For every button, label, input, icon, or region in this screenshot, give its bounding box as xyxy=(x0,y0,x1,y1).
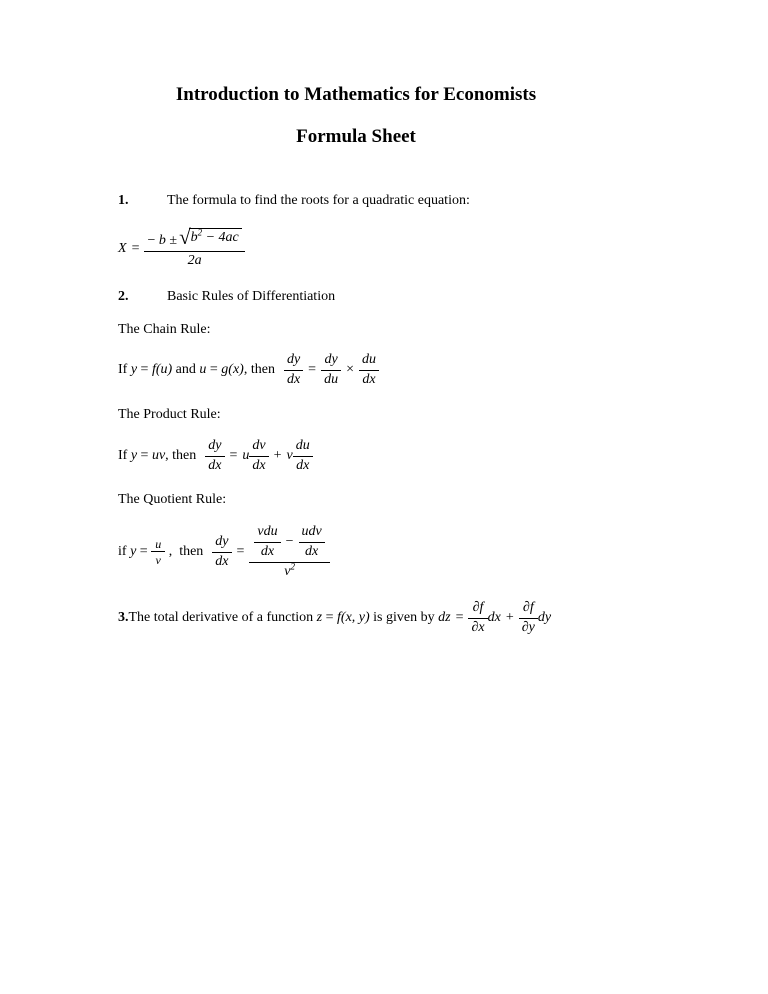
denominator: du xyxy=(324,371,339,387)
radicand-rest: − 4ac xyxy=(202,230,239,245)
quotient-rule-equation xyxy=(118,524,330,580)
numerator: du xyxy=(293,438,313,457)
equals-text: = xyxy=(137,362,152,378)
radicand-exponent: 2 xyxy=(197,227,203,238)
variable-uv: uv xyxy=(151,448,166,464)
radical-sign: √ xyxy=(179,225,191,249)
denominator: dx xyxy=(286,371,301,387)
section-3-number: 3. xyxy=(118,610,129,626)
section-3-row xyxy=(118,600,551,637)
numerator: dy xyxy=(284,352,303,371)
variable-u: u xyxy=(199,362,207,378)
denominator: dx xyxy=(296,457,310,473)
function-gx: g(x) xyxy=(221,362,244,378)
equals-text: = xyxy=(206,362,222,378)
numerator: ∂f xyxy=(519,600,538,619)
numerator: du xyxy=(359,352,379,371)
numerator-row xyxy=(252,524,326,561)
fraction-dv-dx xyxy=(249,438,268,475)
section-1-number: 1. xyxy=(118,193,129,208)
variable-b: b xyxy=(158,233,166,248)
text-and: and xyxy=(172,362,200,378)
quotient-big-fraction xyxy=(249,524,329,580)
text-if: If xyxy=(118,448,131,464)
multiply-sign: × xyxy=(346,362,354,378)
radicand xyxy=(189,228,242,247)
product-rule-label: The Product Rule: xyxy=(118,407,221,422)
denominator: dx xyxy=(215,553,229,569)
equals-sign: = xyxy=(455,610,464,626)
section-1-heading xyxy=(118,192,470,210)
fraction-dy-dx xyxy=(205,438,224,475)
fraction-u-v xyxy=(151,537,165,568)
equals-sign: = xyxy=(308,362,317,378)
plus-sign: + xyxy=(273,448,282,464)
denominator-value: 2a xyxy=(187,252,202,268)
fraction-df-dy xyxy=(519,600,538,637)
numerator: dy xyxy=(212,534,231,553)
variable-y: y xyxy=(130,362,138,378)
differential-dx: dx xyxy=(487,610,501,626)
coefficient-u: u xyxy=(242,448,250,464)
equals-text: = xyxy=(322,610,338,626)
differential-dz: dz xyxy=(438,610,451,626)
fraction-udv-dx xyxy=(299,524,325,561)
radicand-base: b xyxy=(190,230,198,245)
plus-minus-sign: ± xyxy=(165,233,178,248)
section-2-heading xyxy=(118,288,335,306)
denominator: dx xyxy=(208,457,222,473)
fraction-dy-du xyxy=(321,352,341,389)
equals-text: = xyxy=(137,448,152,464)
fraction-vdu-dx xyxy=(254,524,280,561)
quadratic-formula xyxy=(118,225,245,270)
denominator-base: v xyxy=(284,563,291,579)
text-then: , then xyxy=(165,448,197,464)
equals-sign: = xyxy=(229,448,238,464)
fraction-du-dx xyxy=(359,352,379,389)
square-root xyxy=(179,225,242,249)
chain-rule-equation xyxy=(118,352,379,389)
numerator: dy xyxy=(321,352,341,371)
differential-dy: dy xyxy=(537,610,552,626)
numerator xyxy=(144,225,244,252)
denominator: ∂y xyxy=(521,619,535,635)
quotient-rule-label: The Quotient Rule: xyxy=(118,492,227,507)
fraction-dy-dx xyxy=(284,352,303,389)
equals-sign: = xyxy=(131,240,140,256)
function-fu: f(u) xyxy=(151,362,173,378)
denominator: dx xyxy=(362,371,376,387)
denominator: ∂x xyxy=(471,619,485,635)
equals-sign: = xyxy=(236,544,245,560)
numerator: dy xyxy=(205,438,224,457)
quadratic-fraction xyxy=(144,225,244,270)
numerator: udv xyxy=(299,524,325,543)
page-subtitle: Formula Sheet xyxy=(296,126,416,147)
text-then: , then xyxy=(243,362,275,378)
text-if: If xyxy=(118,362,131,378)
denominator: dx xyxy=(252,457,266,473)
formula-lhs: X xyxy=(118,240,127,256)
section-3-text: The total derivative of a function xyxy=(128,610,317,626)
text-then: then xyxy=(172,544,204,560)
plus-sign: + xyxy=(505,610,514,626)
numerator: vdu xyxy=(254,524,280,543)
denominator: dx xyxy=(305,543,319,559)
numerator: ∂f xyxy=(468,600,487,619)
page-title: Introduction to Mathematics for Economists xyxy=(175,84,537,105)
denominator: v xyxy=(155,553,161,568)
numerator: dv xyxy=(249,438,268,457)
minus-sign: − xyxy=(285,533,294,549)
text-if: if xyxy=(118,544,131,560)
fraction-df-dx xyxy=(468,600,487,637)
comma: , xyxy=(165,544,173,560)
text-is-given-by: is given by xyxy=(369,610,439,626)
variable-y: y xyxy=(130,448,138,464)
denominator xyxy=(249,560,329,581)
equals-text: = xyxy=(136,544,152,560)
numerator xyxy=(249,524,329,563)
section-1-text: The formula to find the roots for a quadratic equation: xyxy=(167,193,470,208)
denominator: dx xyxy=(260,543,275,559)
coefficient-v: v xyxy=(286,448,293,464)
fraction-du-dx xyxy=(293,438,313,475)
section-2-number: 2. xyxy=(118,289,129,304)
fraction-dy-dx xyxy=(212,534,231,571)
denominator xyxy=(144,252,244,270)
minus-sign: − xyxy=(147,233,159,248)
chain-rule-label: The Chain Rule: xyxy=(118,322,211,337)
variable-y: y xyxy=(130,544,137,560)
section-2-text: Basic Rules of Differentiation xyxy=(167,289,336,304)
denominator-exponent: 2 xyxy=(290,560,295,571)
variable-z: z xyxy=(316,610,323,626)
numerator: u xyxy=(151,537,165,552)
function-fxy: f(x, y) xyxy=(337,610,370,626)
product-rule-equation xyxy=(118,438,313,475)
